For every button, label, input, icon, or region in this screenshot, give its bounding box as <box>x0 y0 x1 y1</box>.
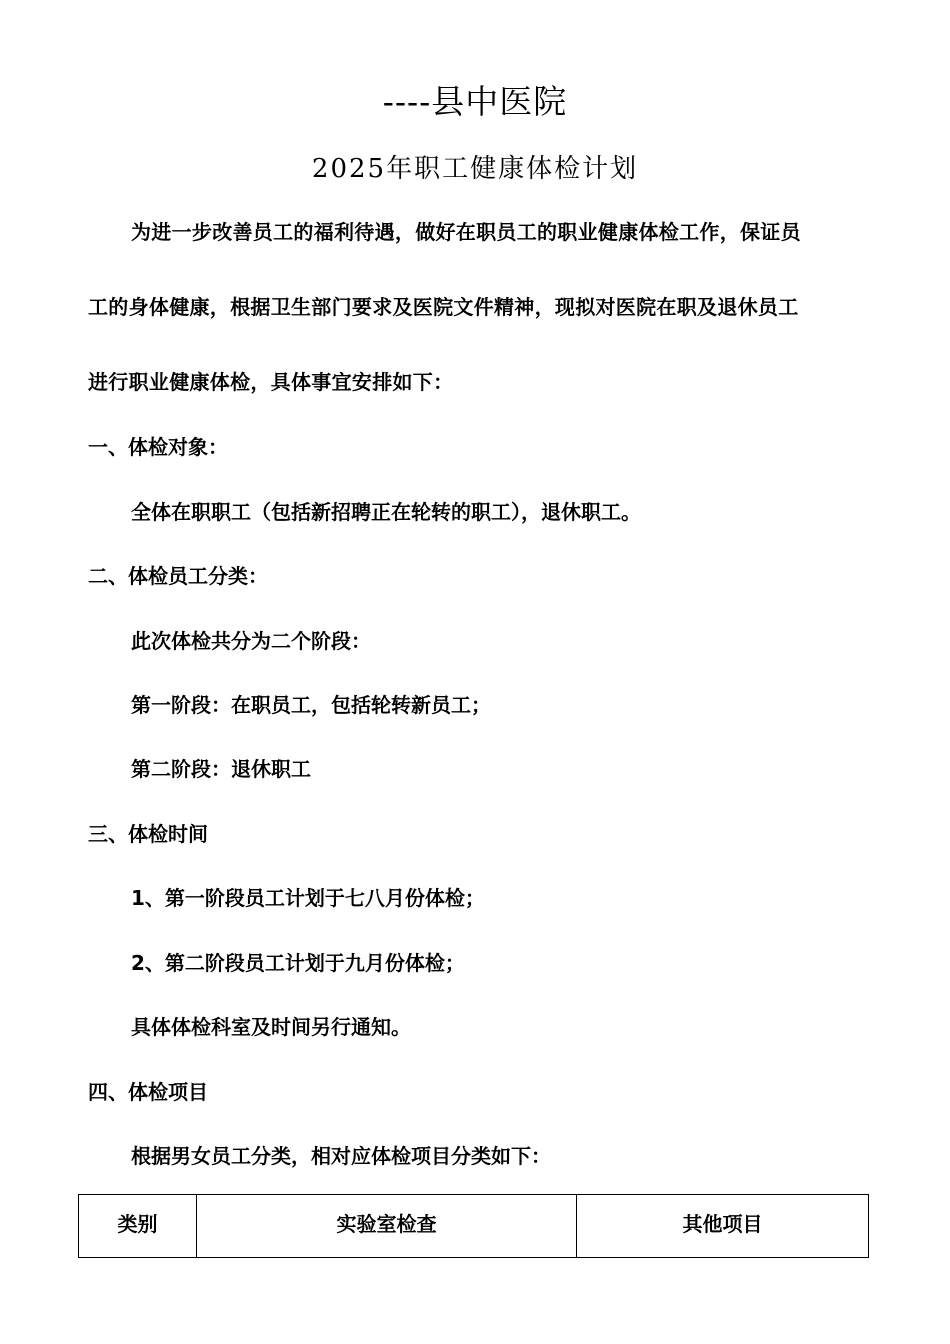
table-header-row <box>79 1195 869 1258</box>
section-heading-classification: 二、体检员工分类： <box>88 564 268 588</box>
section-paragraph: 全体在职职工（包括新招聘正在轮转的职工），退休职工。 <box>131 500 641 524</box>
intro-line-3: 进行职业健康体检，具体事宜安排如下： <box>88 370 454 394</box>
section-heading-targets: 一、体检对象： <box>88 435 228 459</box>
table-header-other-items: 其他项目 <box>577 1195 869 1258</box>
section-paragraph: 2、第二阶段员工计划于九月份体检； <box>131 951 465 975</box>
table-header-lab-tests: 实验室检查 <box>197 1195 577 1258</box>
document-subtitle: 2025年职工健康体检计划 <box>311 154 639 184</box>
table-header-category: 类别 <box>79 1195 197 1258</box>
section-paragraph: 此次体检共分为二个阶段： <box>131 629 371 653</box>
document-title: ----县中医院 <box>382 82 568 121</box>
intro-line-2: 工的身体健康，根据卫生部门要求及医院文件精神，现拟对医院在职及退休员工 <box>88 295 799 319</box>
section-paragraph: 第一阶段：在职员工，包括轮转新员工； <box>131 693 491 717</box>
exam-items-table <box>78 1194 869 1258</box>
section-paragraph: 具体体检科室及时间另行通知。 <box>131 1015 411 1039</box>
section-heading-schedule: 三、体检时间 <box>88 822 208 846</box>
section-paragraph: 根据男女员工分类，相对应体检项目分类如下： <box>131 1144 551 1168</box>
section-paragraph: 1、第一阶段员工计划于七八月份体检； <box>131 886 485 910</box>
intro-line-1: 为进一步改善员工的福利待遇，做好在职员工的职业健康体检工作，保证员 <box>131 220 801 244</box>
section-heading-items: 四、体检项目 <box>88 1080 208 1104</box>
section-paragraph: 第二阶段：退休职工 <box>131 757 311 781</box>
